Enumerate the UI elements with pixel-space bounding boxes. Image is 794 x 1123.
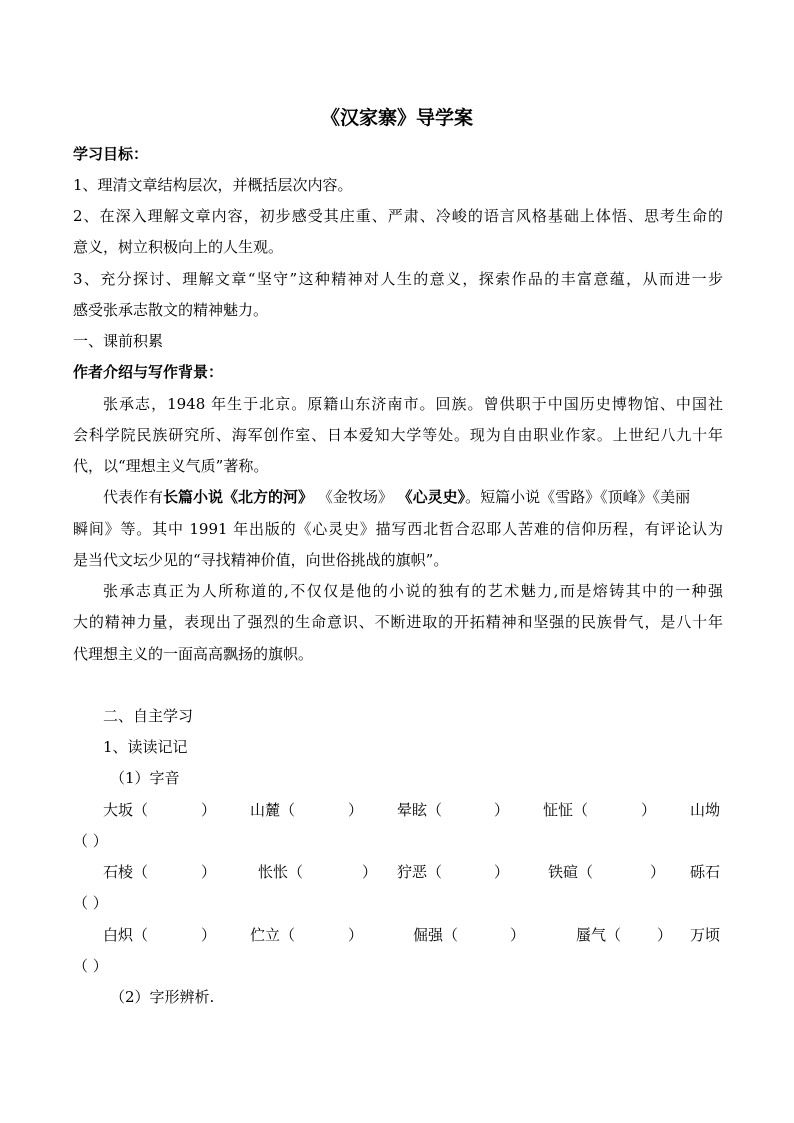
p2-text-pre: 代表作有 bbox=[103, 488, 164, 506]
subsection-1-1: （1）字音 bbox=[110, 769, 180, 787]
pinyin-item: 倔强（ bbox=[413, 926, 459, 944]
paragraph-2-line-1 bbox=[103, 486, 723, 508]
paragraph-3-line-2: 大的精神力量，表现出了强烈的生命意识、不断进取的开拓精神和坚强的民族骨气，是八十年 bbox=[73, 613, 723, 631]
pinyin-close: ） bbox=[494, 801, 510, 819]
pinyin-item: 怅怅（ bbox=[258, 863, 304, 881]
pinyin-item: 晕眩（ bbox=[397, 801, 443, 819]
paragraph-3-line-3: 代理想主义的一面高高飘扬的旗帜。 bbox=[73, 645, 314, 663]
pinyin-close: ） bbox=[641, 801, 657, 819]
section-1-heading: 一、课前积累 bbox=[73, 332, 164, 350]
paragraph-1-line-3: 代，以“理想主义气质”著称。 bbox=[73, 457, 269, 475]
p2-text-bold-2: 《心灵史》 bbox=[397, 488, 466, 506]
pinyin-item: 铁碹（ bbox=[548, 863, 594, 881]
goal-3-line-2: 感受张承志散文的精神魅力。 bbox=[73, 301, 269, 319]
pinyin-close: ） bbox=[201, 801, 217, 819]
pinyin-close: ） bbox=[362, 863, 378, 881]
pinyin-item: 山麓（ bbox=[250, 801, 296, 819]
pinyin-item: 伫立（ bbox=[250, 926, 296, 944]
pinyin-item: 石棱（ bbox=[103, 863, 149, 881]
paragraph-2-line-2: 瞬间》等。其中 1991 年出版的《心灵史》描写西北哲合忍耶人苦难的信仰历程，有评论认为 bbox=[73, 520, 723, 538]
subsection-1: 1、读读记记 bbox=[103, 738, 188, 756]
goal-2-line-1: 2、在深入理解文章内容，初步感受其庄重、严肃、冷峻的语言风格基础上体悟、思考生命的 bbox=[73, 207, 723, 225]
pinyin-close: ） bbox=[650, 863, 666, 881]
pinyin-close: ） bbox=[348, 926, 364, 944]
pinyin-close: ） bbox=[348, 801, 364, 819]
pinyin-item: 大坂（ bbox=[103, 801, 149, 819]
pinyin-item: 山坳 bbox=[690, 801, 721, 819]
pinyin-close: ） bbox=[201, 926, 217, 944]
section-2-heading: 二、自主学习 bbox=[103, 707, 194, 725]
pinyin-item: 蜃气（ bbox=[576, 926, 622, 944]
subsection-1-2: （2）字形辨析. bbox=[110, 988, 215, 1006]
pinyin-item: 砾石 bbox=[690, 863, 721, 881]
pinyin-close: ） bbox=[201, 863, 217, 881]
pinyin-wrap: （ ） bbox=[73, 957, 108, 975]
pinyin-item: 万顷 bbox=[690, 926, 721, 944]
goal-2-line-2: 意义，树立积极向上的人生观。 bbox=[73, 238, 284, 256]
goal-1: 1、理清文章结构层次，并概括层次内容。 bbox=[73, 176, 353, 194]
goal-3-line-1: 3、充分探讨、理解文章“坚守”这种精神对人生的意义，探索作品的丰富意蕴，从而进一步 bbox=[73, 270, 723, 288]
paragraph-2-line-3: 是当代文坛少见的“寻找精神价值，向世俗挑战的旗帜”。 bbox=[73, 551, 449, 569]
pinyin-item: 狞恶（ bbox=[397, 863, 443, 881]
paragraph-1-line-2: 会科学院民族研究所、海军创作室、日本爱知大学等处。现为自由职业作家。上世纪八九十年 bbox=[73, 426, 723, 444]
p2-text-mid: 《金牧场》 bbox=[317, 488, 393, 506]
author-heading: 作者介绍与写作背景： bbox=[73, 363, 224, 381]
paragraph-3-line-1: 张承志真正为人所称道的,不仅仅是他的小说的独有的艺术魅力,而是熔铸其中的一种强 bbox=[103, 582, 723, 600]
pinyin-close: ） bbox=[510, 926, 526, 944]
p2-text-bold-1: 长篇小说《北方的河》 bbox=[163, 488, 314, 506]
p2-text-post: 。短篇小说《雪路》《顶峰》《美丽 bbox=[465, 488, 691, 506]
pinyin-item: 白炽（ bbox=[103, 926, 149, 944]
pinyin-close: ） bbox=[657, 926, 673, 944]
paragraph-1-line-1: 张承志，1948 年生于北京。原籍山东济南市。回族。曾供职于中国历史博物馆、中国社 bbox=[103, 395, 723, 413]
goals-heading: 学习目标： bbox=[73, 145, 149, 163]
pinyin-wrap: （ ） bbox=[73, 894, 108, 912]
pinyin-close: ） bbox=[494, 863, 510, 881]
pinyin-item: 怔怔（ bbox=[543, 801, 589, 819]
page-title: 《汉家寨》导学案 bbox=[320, 107, 473, 129]
pinyin-wrap: （ ） bbox=[73, 832, 108, 850]
